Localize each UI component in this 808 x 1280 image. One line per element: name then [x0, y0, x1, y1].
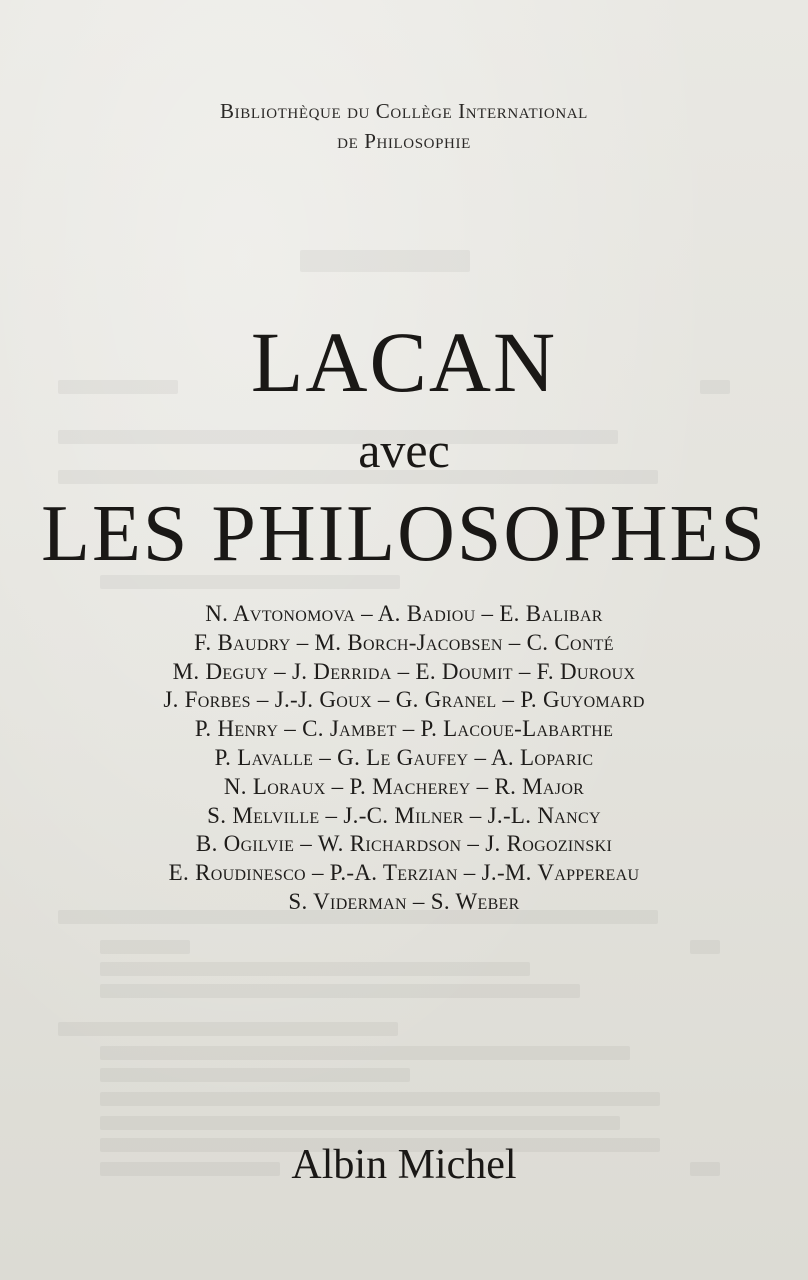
- series-title-line-1: Bibliothèque du Collège International: [220, 99, 588, 123]
- author-line: N. Loraux – P. Macherey – R. Major: [223, 773, 585, 799]
- book-title-subtitle: LES PHILOSOPHES: [41, 490, 767, 578]
- author-line: S. Viderman – S. Weber: [288, 888, 520, 914]
- publisher-name: Albin Michel: [291, 1142, 517, 1188]
- author-line: F. Baudry – M. Borch-Jacobsen – C. Conté: [194, 629, 614, 655]
- author-line: M. Deguy – J. Derrida – E. Doumit – F. Duroux: [172, 658, 636, 684]
- series-title-line-2: de Philosophie: [337, 129, 471, 153]
- author-line: J. Forbes – J.-J. Goux – G. Granel – P. Guyomard: [163, 687, 645, 713]
- author-line: P. Lavalle – G. Le Gaufey – A. Loparic: [214, 744, 594, 770]
- author-list: [0, 600, 808, 917]
- author-line: N. Avtonomova – A. Badiou – E. Balibar: [205, 601, 603, 626]
- book-title-connector: avec: [358, 422, 450, 478]
- book-title-main: LACAN: [250, 314, 558, 410]
- author-line: P. Henry – C. Jambet – P. Lacoue-Labarthe: [194, 716, 614, 742]
- author-line: S. Melville – J.-C. Milner – J.-L. Nancy: [207, 802, 601, 828]
- author-line: E. Roudinesco – P.-A. Terzian – J.-M. Vappereau: [168, 860, 640, 886]
- series-title: [0, 96, 808, 156]
- author-line: B. Ogilvie – W. Richardson – J. Rogozinski: [195, 831, 613, 857]
